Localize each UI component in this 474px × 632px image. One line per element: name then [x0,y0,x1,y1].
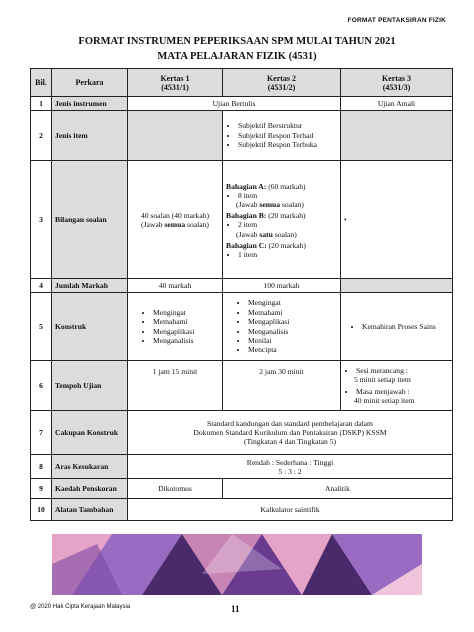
page-number: 11 [231,604,240,614]
cell-value: 1 jam 15 minit [128,361,223,411]
header-bil: Bil. [31,69,52,97]
cell-empty [128,111,223,161]
row-label: Kaedah Penskoran [52,479,128,499]
table-row [31,479,453,499]
table-row [31,499,453,521]
document-title: FORMAT INSTRUMEN PEPERIKSAAN SPM MULAI TAHUN 2021 [78,36,396,47]
list-item: • Subjektif Respon Terbuka [238,140,337,149]
row-label: Jumlah Markah [52,279,128,293]
header-kertas1: Kertas 1 (4531/1) [128,69,223,97]
cell-value: Rendah : Sederhana : Tinggi 5 : 3 : 2 [128,455,453,479]
cell-value: Analitik [223,479,453,499]
document-subtitle: MATA PELAJARAN FIZIK (4531) [157,51,317,62]
cell-sections: Bahagian A: (60 markah) • 8 item (Jawab semua soalan) Bahagian B: (20 markah) • 2 item (Jawab satu soalan) Bahagian C: (20 markah) • 1 item [223,161,341,279]
row-number: 7 [31,411,52,455]
row-number: 6 [31,361,52,411]
section-c: Bahagian C: (20 markah) [226,240,306,250]
table-row [31,111,453,161]
row-number: 9 [31,479,52,499]
section-b: Bahagian B: (20 markah) [226,211,306,221]
cell-list: • Sesi merancang : 5 minit setiap item • Masa menjawab : 40 minit setiap item [341,361,453,411]
header-kertas3: Kertas 3 (4531/3) [341,69,453,97]
cell-list [223,111,341,161]
table-row [31,293,453,361]
table-row [31,161,453,279]
cell-list: • Kemahiran Proses Sains [341,293,453,361]
cell-value: Dikotomus [128,479,223,499]
row-label: Jenis instrumen [52,97,128,111]
header-kertas2: Kertas 2 (4531/2) [223,69,341,97]
decorative-banner [52,534,422,595]
cell-value: Kalkulator saintifik [128,499,453,521]
table-row [31,411,453,455]
row-number: 8 [31,455,52,479]
geometric-pattern-icon [52,534,422,595]
cell-value: 40 soalan (40 markah) (Jawab semua soalan) [128,161,223,279]
document-tag: FORMAT PENTAKSIRAN FIZIK [347,17,446,24]
cell-list: • Mengingat • Memahami • Mengaplikasi • Menganalisis [128,293,223,361]
cell-empty [341,111,453,161]
row-label: Tempoh Ujian [52,361,128,411]
row-number: 1 [31,97,52,111]
row-number: 4 [31,279,52,293]
cell-value: • [341,161,453,279]
table-header-row [31,69,453,97]
cell-value: 2 jam 30 minit [223,361,341,411]
row-number: 5 [31,293,52,361]
table-row [31,279,453,293]
row-label: Aras Kesukaran [52,455,128,479]
table-row [31,455,453,479]
table-row [31,97,453,111]
row-label: Bilangan soalan [52,161,128,279]
section-a: Bahagian A: (60 markah) [226,181,306,191]
row-label: Alatan Tambahan [52,499,128,521]
row-label: Konstruk [52,293,128,361]
list-item: • Subjektif Respon Terhad [238,131,337,140]
cell-value: Standard kandungan dan standard pembelajaran dalam Dokumen Standard Kurikulum dan Pentaksiran (DSKP) KSSM (Tingkatan 4 dan Tingkatan 5) [128,411,453,455]
row-label: Cakupan Konstruk [52,411,128,455]
cell-list: • Mengingat • Memahami • Mengaplikasi • Menganalisis • Menilai • Mencipta [223,293,341,361]
row-number: 3 [31,161,52,279]
cell-empty [341,279,453,293]
format-table [30,68,453,521]
row-label: Jenis item [52,111,128,161]
list-item: • Subjektif Berstruktur [238,121,337,130]
row-number: 2 [31,111,52,161]
row-number: 10 [31,499,52,521]
cell-value: 40 markah [128,279,223,293]
copyright-text: @ 2020 Hak Cipta Kerajaan Malaysia [30,604,131,610]
header-perkara: Perkara [52,69,128,97]
cell-value: Ujian Amali [341,97,453,111]
cell-value: 100 markah [223,279,341,293]
table-row [31,361,453,411]
cell-value: Ujian Bertulis [128,97,341,111]
